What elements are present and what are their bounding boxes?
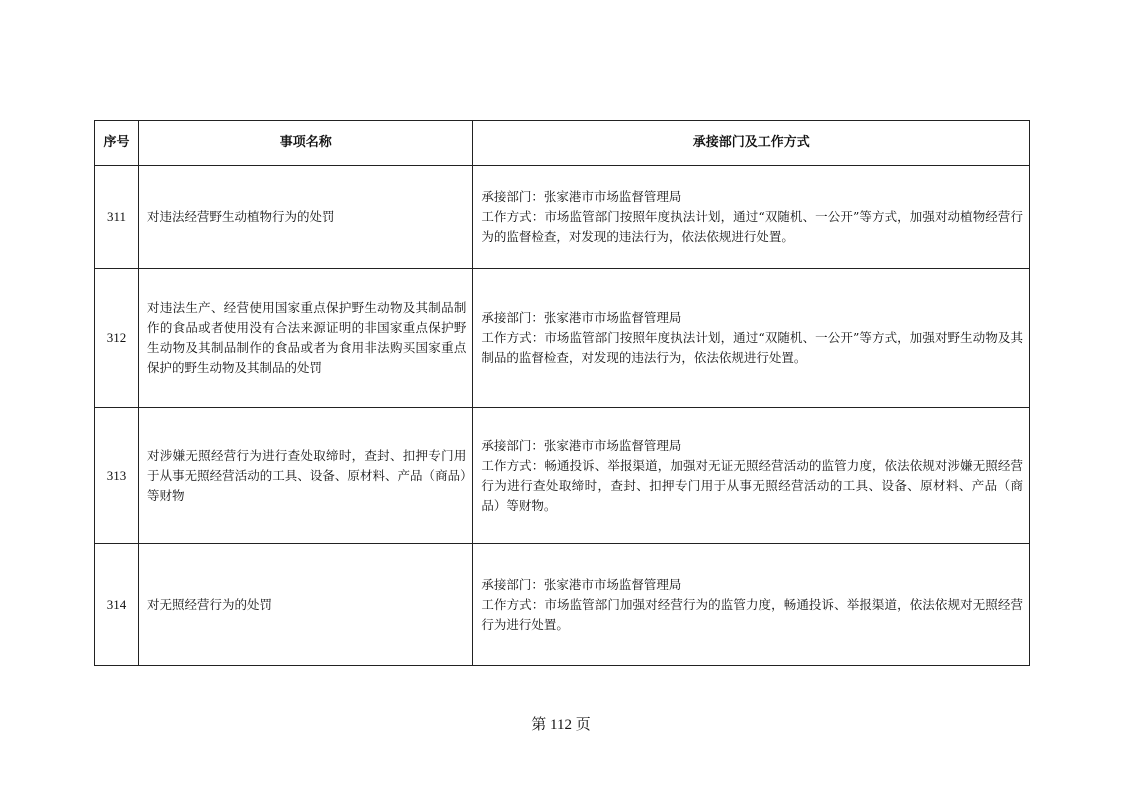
header-seq: 序号 — [95, 121, 139, 166]
page-footer — [0, 713, 1122, 734]
row-seq: 311 — [95, 166, 139, 269]
row-method: 工作方式：市场监管部门按照年度执法计划，通过“双随机、一公开”等方式，加强对动植物经营行为的监督检查，对发现的违法行为，依法依规进行处置。 — [481, 209, 1023, 244]
header-dept: 承接部门及工作方式 — [473, 121, 1030, 166]
row-dept — [473, 269, 1030, 408]
row-seq: 314 — [95, 544, 139, 666]
row-dept — [473, 544, 1030, 666]
row-name: 对违法经营野生动植物行为的处罚 — [139, 166, 473, 269]
row-method: 工作方式：畅通投诉、举报渠道，加强对无证无照经营活动的监管力度，依法依规对涉嫌无照经营行为进行查处取缔时，查封、扣押专门用于从事无照经营活动的工具、设备、原材料、产品（商品）等财物。 — [481, 457, 1023, 513]
row-dept-line: 承接部门：张家港市市场监督管理局 — [481, 189, 682, 204]
row-name: 对涉嫌无照经营行为进行查处取缔时，查封、扣押专门用于从事无照经营活动的工具、设备、原材料、产品（商品）等财物 — [139, 408, 473, 544]
table-row — [95, 269, 1030, 408]
row-dept-line: 承接部门：张家港市市场监督管理局 — [481, 576, 682, 592]
footer-suffix: 页 — [575, 717, 591, 733]
table-row — [95, 544, 1030, 666]
footer-prefix: 第 — [531, 717, 547, 733]
row-seq: 312 — [95, 269, 139, 408]
header-name: 事项名称 — [139, 121, 473, 166]
matters-table — [94, 120, 1030, 666]
table-row — [95, 166, 1030, 269]
table-header-row — [95, 121, 1030, 166]
row-seq: 313 — [95, 408, 139, 544]
row-method: 工作方式：市场监管部门加强对经营行为的监管力度，畅通投诉、举报渠道，依法依规对无照经营行为进行处置。 — [481, 596, 1023, 632]
row-dept-line: 承接部门：张家港市市场监督管理局 — [481, 310, 682, 325]
table-row — [95, 408, 1030, 544]
page-number: 112 — [550, 717, 572, 733]
row-dept — [473, 408, 1030, 544]
row-dept-line: 承接部门：张家港市市场监督管理局 — [481, 437, 682, 453]
row-name: 对违法生产、经营使用国家重点保护野生动物及其制品制作的食品或者使用没有合法来源证明的非国家重点保护野生动物及其制品制作的食品或者为食用非法购买国家重点保护的野生动物及其制品的处罚 — [139, 269, 473, 408]
row-name: 对无照经营行为的处罚 — [139, 544, 473, 666]
row-dept — [473, 166, 1030, 269]
row-method: 工作方式：市场监管部门按照年度执法计划，通过“双随机、一公开”等方式，加强对野生动物及其制品的监督检查，对发现的违法行为，依法依规进行处置。 — [481, 330, 1023, 365]
